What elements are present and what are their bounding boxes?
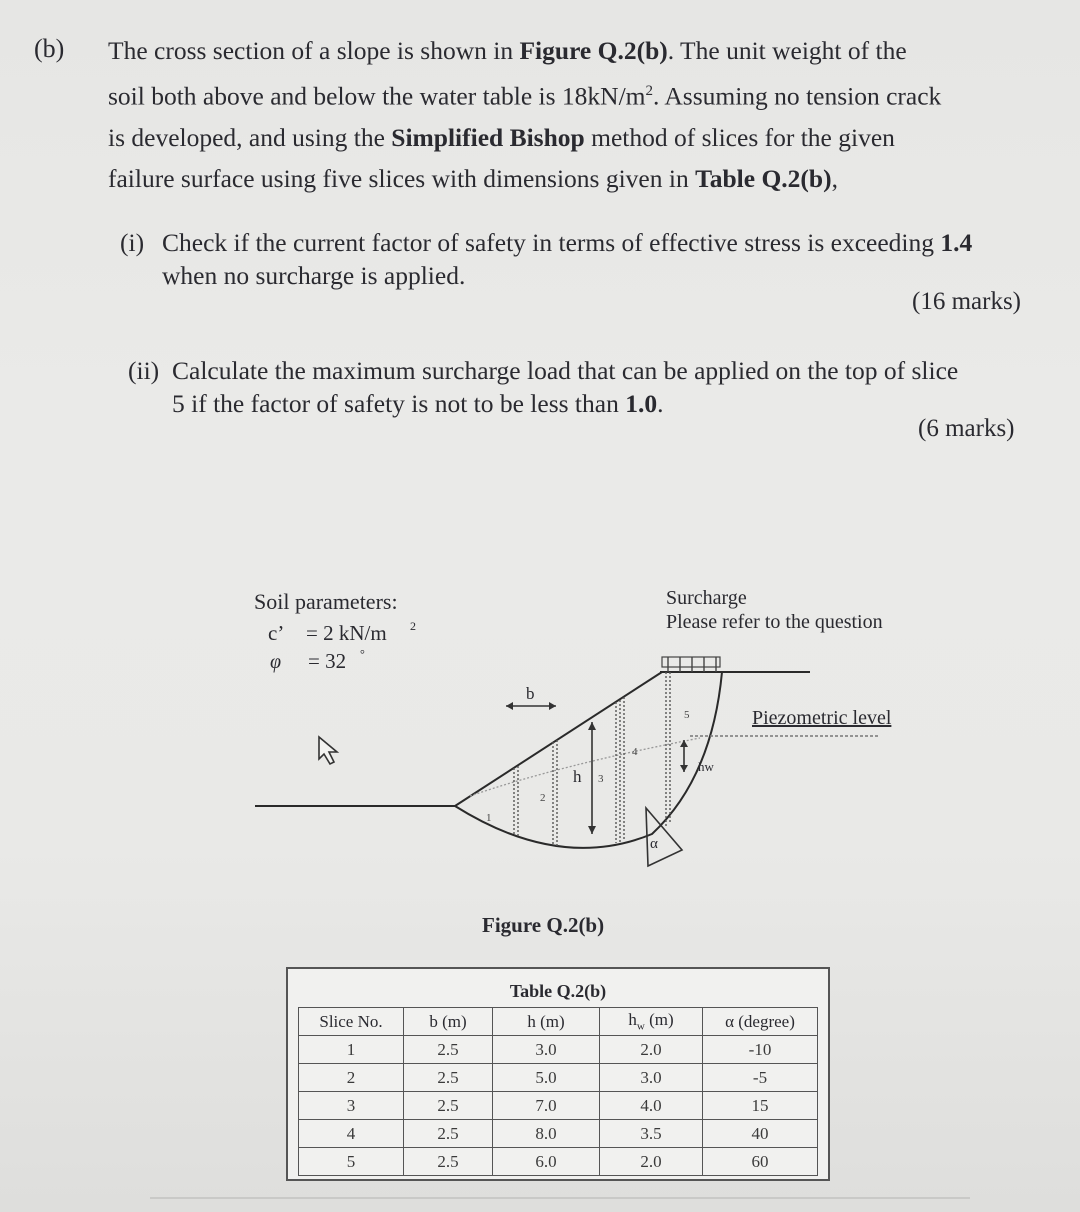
cell-hw: 4.0 <box>600 1092 703 1120</box>
header-slice: Slice No. <box>299 1008 404 1036</box>
header-h: h (m) <box>493 1008 600 1036</box>
superscript: 2 <box>645 83 654 99</box>
cell-slice: 3 <box>299 1092 404 1120</box>
slice-table <box>298 1007 818 1176</box>
figure-reference: Figure Q.2(b) <box>519 36 668 65</box>
cell-b: 2.5 <box>404 1036 493 1064</box>
slice-number: 2 <box>540 792 546 804</box>
para-text: method of slices for the given <box>584 122 895 152</box>
figure-caption: Figure Q.2(b) <box>482 913 605 937</box>
phi-superscript: ° <box>360 647 365 661</box>
h-label: h <box>573 767 582 786</box>
header-hw <box>600 1008 703 1036</box>
cell-alpha: -5 <box>703 1064 818 1092</box>
cell-b: 2.5 <box>404 1148 493 1176</box>
part-i-marks: (16 marks) <box>912 288 1021 315</box>
c-superscript: 2 <box>410 619 416 633</box>
question-label: (b) <box>34 34 65 63</box>
header-alpha: α (degree) <box>703 1008 818 1036</box>
slice-number: 3 <box>598 773 604 785</box>
table-row <box>299 1064 818 1092</box>
para-text: failure surface using five slices with dimensions given in <box>108 163 696 193</box>
failure-surface-arc <box>455 672 722 848</box>
cell-slice: 4 <box>299 1120 404 1148</box>
hw-label: hw <box>698 759 714 774</box>
para-text: is developed, and using the <box>108 122 392 152</box>
slope-face-line <box>455 672 662 806</box>
cell-b: 2.5 <box>404 1092 493 1120</box>
table-reference: Table Q.2(b) <box>695 163 832 193</box>
mouse-cursor-icon <box>319 737 337 764</box>
header-hw-sub: w <box>636 1020 645 1033</box>
para-text: . Assuming no tension crack <box>653 81 942 111</box>
part-ii-line-1: Calculate the maximum surcharge load that can be applied on the top of slice <box>172 356 959 385</box>
para-text: . The unit weight of the <box>667 36 907 65</box>
para-text: soil both above and below the water table is 18kN/m <box>108 81 646 111</box>
slice-number: 1 <box>486 812 492 824</box>
header-hw-unit: (m) <box>644 1010 674 1030</box>
piezometric-label: Piezometric level <box>752 707 892 729</box>
part-ii-marks: (6 marks) <box>918 415 1015 442</box>
part-i-line-2: when no surcharge is applied. <box>162 261 466 290</box>
cell-hw: 2.0 <box>600 1036 703 1064</box>
alpha-label: α <box>650 836 658 852</box>
table-row <box>299 1036 818 1064</box>
part-ii-text-c: . <box>657 389 664 418</box>
b-label: b <box>526 684 535 703</box>
safety-threshold: 1.4 <box>940 228 973 257</box>
cell-h: 5.0 <box>493 1064 600 1092</box>
phi-value: = 32 <box>308 649 347 673</box>
part-i-text-a: Check if the current factor of safety in terms of effective stress is exceeding <box>162 228 941 257</box>
c-value: = 2 kN/m <box>306 621 387 645</box>
cell-hw: 2.0 <box>600 1148 703 1176</box>
cell-slice: 1 <box>299 1036 404 1064</box>
cell-hw: 3.0 <box>600 1064 703 1092</box>
part-i-label: (i) <box>120 228 145 257</box>
method-name: Simplified Bishop <box>391 122 585 152</box>
slice-number: 5 <box>684 709 690 721</box>
para-text: The cross section of a slope is shown in <box>108 36 520 65</box>
surcharge-block <box>662 657 720 667</box>
cell-h: 6.0 <box>493 1148 600 1176</box>
min-safety-factor: 1.0 <box>625 389 658 418</box>
cell-alpha: -10 <box>703 1036 818 1064</box>
slice-number: 4 <box>632 746 638 758</box>
soil-params-title: Soil parameters: <box>254 589 398 614</box>
cell-h: 8.0 <box>493 1120 600 1148</box>
cell-hw: 3.5 <box>600 1120 703 1148</box>
cell-slice: 2 <box>299 1064 404 1092</box>
page-bottom-edge <box>150 1197 970 1199</box>
phi-label: φ <box>270 651 282 673</box>
table-header-row <box>299 1008 818 1036</box>
slice-table-box <box>286 967 830 1181</box>
cell-alpha: 60 <box>703 1148 818 1176</box>
surcharge-label: Surcharge <box>666 587 747 609</box>
table-row <box>299 1092 818 1120</box>
phreatic-line <box>470 738 700 796</box>
cell-alpha: 40 <box>703 1120 818 1148</box>
table-row <box>299 1148 818 1176</box>
c-label: c’ <box>268 621 285 645</box>
surcharge-arrows <box>668 657 716 672</box>
cell-h: 3.0 <box>493 1036 600 1064</box>
table-row <box>299 1120 818 1148</box>
header-b: b (m) <box>404 1008 493 1036</box>
table-title: Table Q.2(b) <box>509 981 607 1001</box>
surcharge-note: Please refer to the question <box>666 611 883 633</box>
cell-alpha: 15 <box>703 1092 818 1120</box>
cell-b: 2.5 <box>404 1064 493 1092</box>
cell-slice: 5 <box>299 1148 404 1176</box>
para-text: , <box>831 163 838 193</box>
part-ii-text-a: 5 if the factor of safety is not to be less than <box>172 389 626 418</box>
cell-h: 7.0 <box>493 1092 600 1120</box>
part-ii-label: (ii) <box>128 356 160 385</box>
header-hw-main: h <box>628 1010 637 1030</box>
cell-b: 2.5 <box>404 1120 493 1148</box>
